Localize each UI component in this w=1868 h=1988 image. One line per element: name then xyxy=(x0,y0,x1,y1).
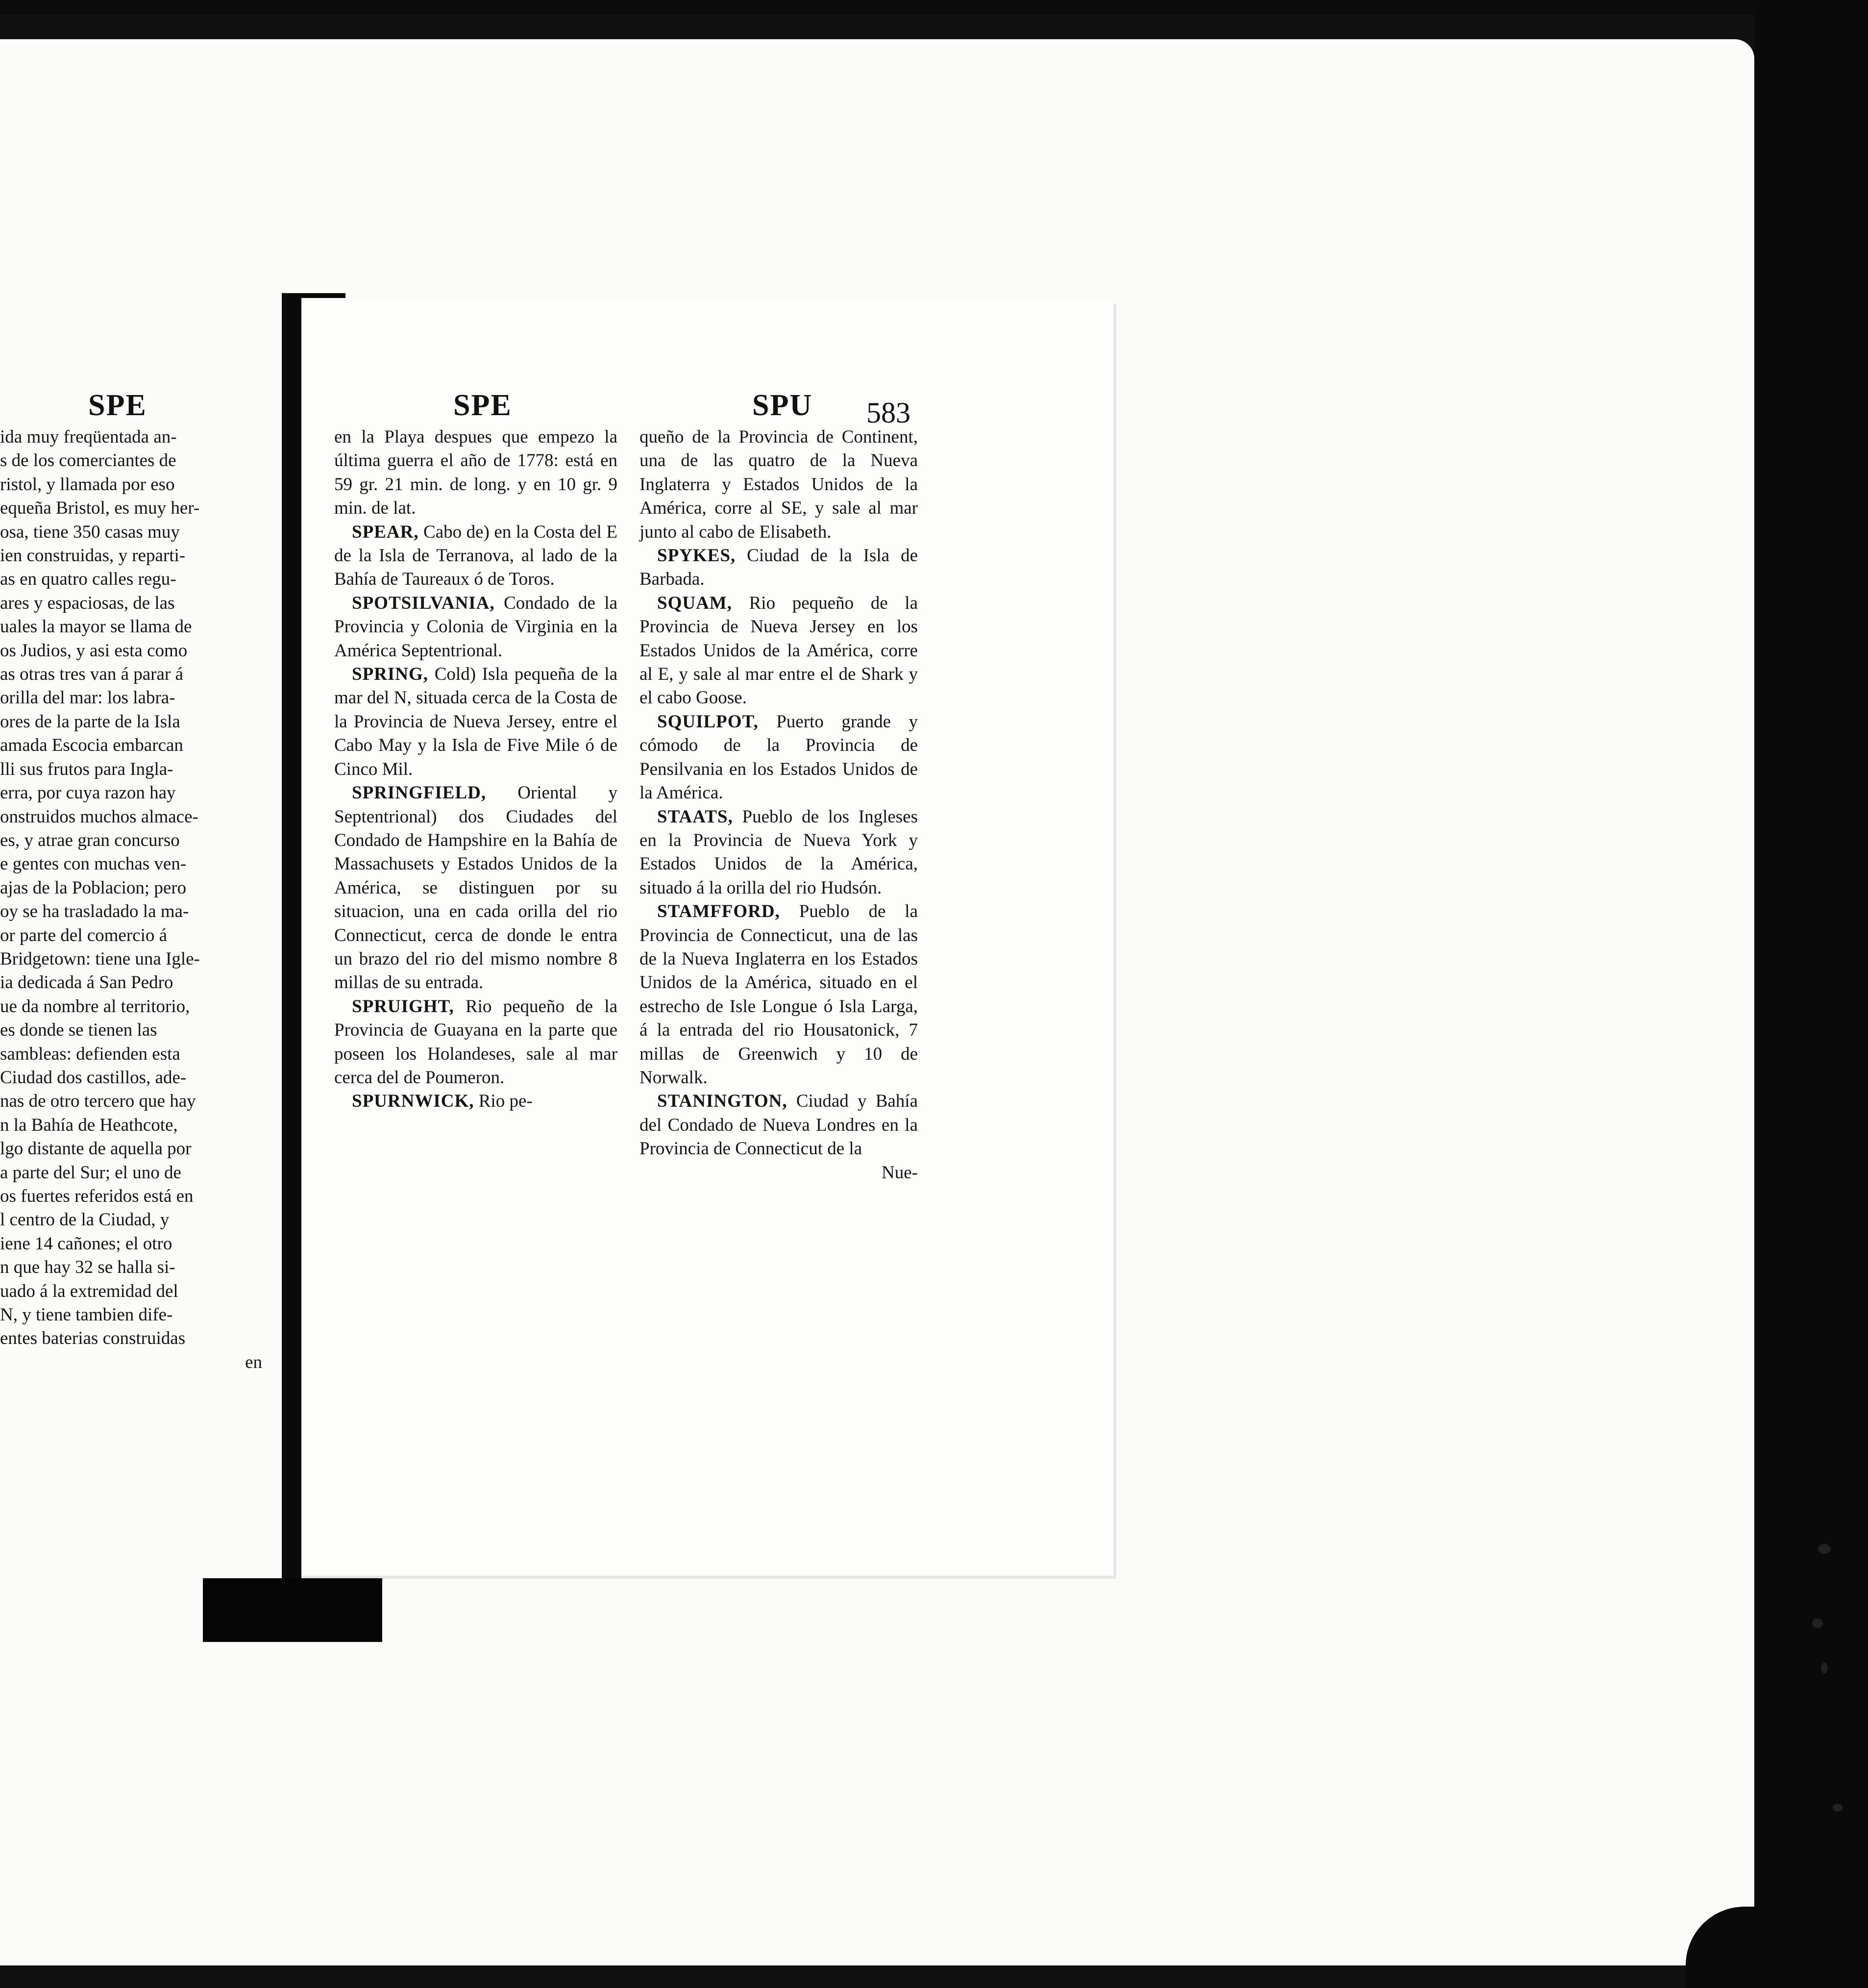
text-line: onstruidos muchos almace- xyxy=(0,806,198,827)
text-line: sambleas: defienden esta xyxy=(0,1044,180,1064)
left-catchword: en xyxy=(245,1352,262,1372)
text-line: os fuertes referidos está en xyxy=(0,1186,194,1206)
gazetteer-entry xyxy=(639,544,918,592)
text-line: ares y espaciosas, de las xyxy=(0,593,175,613)
entry-text: Cabo de) en la Costa del E de la Isla de Terranova, al lado de la Bahía de Taureaux ó de Toros. xyxy=(334,522,617,590)
text-line: erra, por cuya razon hay xyxy=(0,783,176,803)
text-line: os Judios, y asi esta como xyxy=(0,640,188,661)
middle-entries xyxy=(334,521,617,1114)
entry-headword: STANINGTON, xyxy=(657,1091,787,1112)
text-line: ores de la parte de la Isla xyxy=(0,711,180,732)
text-line: orilla del mar: los labra- xyxy=(0,688,175,708)
running-head-right: SPU xyxy=(752,389,813,422)
text-line: ajas de la Poblacion; pero xyxy=(0,877,187,898)
entry-headword: STAMFFORD, xyxy=(657,901,780,922)
right-catchword: Nue- xyxy=(882,1162,918,1183)
black-tab-marker xyxy=(203,1578,382,1642)
entry-text: Rio pequeño de la Provincia de Nueva Jersey en los Estados Unidos de la América, corre al E, y sale al mar entre el de Shark y el cabo Goose. xyxy=(639,593,918,708)
dust-speck xyxy=(1812,1618,1823,1628)
entry-headword: SPURNWICK, xyxy=(352,1091,474,1112)
text-line: entes baterias construidas xyxy=(0,1328,186,1349)
gazetteer-entry xyxy=(639,1090,918,1161)
right-column xyxy=(639,425,918,1185)
entry-text: Pueblo de la Provincia de Connecticut, una de las de la Nueva Inglaterra en los Estados Unidos de la América, situado en el estrecho de Isle Longue ó Isla Larga, á la entrada del rio Housatonick, 7 millas de Greenwich y 10 de Norwalk. xyxy=(639,901,918,1088)
entry-text: Ciudad de la Isla de Barbada. xyxy=(639,546,918,590)
text-line: ia dedicada á San Pedro xyxy=(0,972,173,993)
entry-headword: SPEAR, xyxy=(352,522,419,542)
left-column-lines xyxy=(0,425,262,1351)
text-line: l centro de la Ciudad, y xyxy=(0,1210,170,1230)
entry-headword: SQUAM, xyxy=(657,593,732,613)
entry-headword: SPYKES, xyxy=(657,546,736,566)
text-line: lgo distante de aquella por xyxy=(0,1139,192,1159)
text-line: e gentes con muchas ven- xyxy=(0,854,187,874)
text-line: lli sus frutos para Ingla- xyxy=(0,759,173,779)
text-line: ien construidas, y reparti- xyxy=(0,546,186,566)
entry-headword: STAATS, xyxy=(657,806,733,827)
entry-text: Puerto grande y cómodo de la Provincia de Pensilvania en los Estados Unidos de la América. xyxy=(639,711,918,803)
entry-headword: SPRING, xyxy=(352,664,429,685)
text-line: Ciudad dos castillos, ade- xyxy=(0,1067,187,1088)
text-line: ue da nombre al territorio, xyxy=(0,996,190,1017)
running-head-middle: SPE xyxy=(453,389,512,422)
middle-continuation: en la Playa despues que empezo la última guerra el año de 1778: está en 59 gr. 21 min. de long. y en 10 gr. 9 min. de lat. xyxy=(334,427,617,519)
text-line: es donde se tienen las xyxy=(0,1020,157,1041)
right-continuation: queño de la Provincia de Continent, una de las quatro de la Nueva Inglaterra y Estados Unidos de la América, corre al SE, y sale al mar junto al cabo de Elisabeth. xyxy=(639,427,918,542)
binding-spine xyxy=(282,294,301,1588)
text-line: oy se ha trasladado la ma- xyxy=(0,901,189,922)
text-line: es, y atrae gran concurso xyxy=(0,830,180,850)
entry-headword: SPOTSILVANIA, xyxy=(352,593,495,613)
text-line: N, y tiene tambien dife- xyxy=(0,1305,173,1325)
text-line: Bridgetown: tiene una Igle- xyxy=(0,948,200,969)
scan-border-top xyxy=(0,0,1868,15)
gazetteer-entry xyxy=(639,805,918,900)
running-head-left: SPE xyxy=(88,389,147,422)
entry-text: Rio pequeño de la Provincia de Guayana en la parte que poseen los Holandeses, sale al mar cerca del de Poumeron. xyxy=(334,996,617,1088)
gazetteer-entry xyxy=(639,710,918,805)
entry-text: Pueblo de los Ingleses en la Provincia de Nueva York y Estados Unidos de la América, situado á la orilla del rio Hudsón. xyxy=(639,806,918,898)
gazetteer-entry xyxy=(334,521,617,592)
gazetteer-entry xyxy=(334,663,617,781)
gazetteer-entry xyxy=(334,1090,617,1113)
entry-text: Cold) Isla pequeña de la mar del N, situada cerca de la Costa de la Provincia de Nueva Jersey, entre el Cabo May y la Isla de Five Mile ó de Cinco Mil. xyxy=(334,664,617,779)
scan-frame-corner xyxy=(1686,1907,1868,1988)
text-line: as en quatro calles regu- xyxy=(0,569,176,590)
text-line: nas de otro tercero que hay xyxy=(0,1091,196,1112)
text-line: equeña Bristol, es muy her- xyxy=(0,498,200,519)
gazetteer-entry xyxy=(334,995,617,1090)
entry-text: Oriental y Septentrional) dos Ciudades del Condado de Hampshire en la Bahía de Massachusets y Estados Unidos de la América, se distinguen por su situacion, una en cada orilla del rio Connecticut, cerca de donde le entra un brazo del rio del mismo nombre 8 millas de su entrada. xyxy=(334,783,617,993)
dust-speck xyxy=(1821,1663,1828,1673)
text-line: uales la mayor se llama de xyxy=(0,617,192,637)
right-entries xyxy=(639,544,918,1161)
text-line: n la Bahía de Heathcote, xyxy=(0,1115,178,1135)
middle-column xyxy=(334,425,617,1114)
gazetteer-entry xyxy=(334,592,617,663)
gazetteer-entry xyxy=(639,592,918,710)
text-line: s de los comerciantes de xyxy=(0,450,176,471)
entry-text: Ciudad y Bahía del Condado de Nueva Londres en la Provincia de Connecticut de la xyxy=(639,1091,918,1159)
text-line: ida muy freqüentada an- xyxy=(0,427,177,447)
text-line: iene 14 cañones; el otro xyxy=(0,1233,172,1254)
dust-speck xyxy=(1833,1804,1843,1812)
text-line: or parte del comercio á xyxy=(0,925,168,945)
gazetteer-entry xyxy=(334,781,617,995)
text-line: n que hay 32 se halla si- xyxy=(0,1257,175,1278)
text-line: a parte del Sur; el uno de xyxy=(0,1162,181,1183)
entry-text: Rio pe- xyxy=(474,1091,533,1112)
gazetteer-entry xyxy=(639,900,918,1090)
page-number: 583 xyxy=(866,397,910,429)
entry-headword: SPRINGFIELD, xyxy=(352,783,487,803)
left-column xyxy=(0,425,262,1374)
entry-headword: SPRUIGHT, xyxy=(352,996,454,1017)
text-line: as otras tres van á parar á xyxy=(0,664,183,685)
entry-text: Condado de la Provincia y Colonia de Virginia en la América Septentrional. xyxy=(334,593,617,661)
text-line: osa, tiene 350 casas muy xyxy=(0,522,180,542)
entry-headword: SQUILPOT, xyxy=(657,711,759,732)
text-line: uado á la extremidad del xyxy=(0,1281,178,1301)
scan-frame-right xyxy=(1754,0,1868,1988)
text-line: amada Escocia embarcan xyxy=(0,735,183,756)
text-line: ristol, y llamada por eso xyxy=(0,474,175,495)
dust-speck xyxy=(1818,1544,1831,1554)
